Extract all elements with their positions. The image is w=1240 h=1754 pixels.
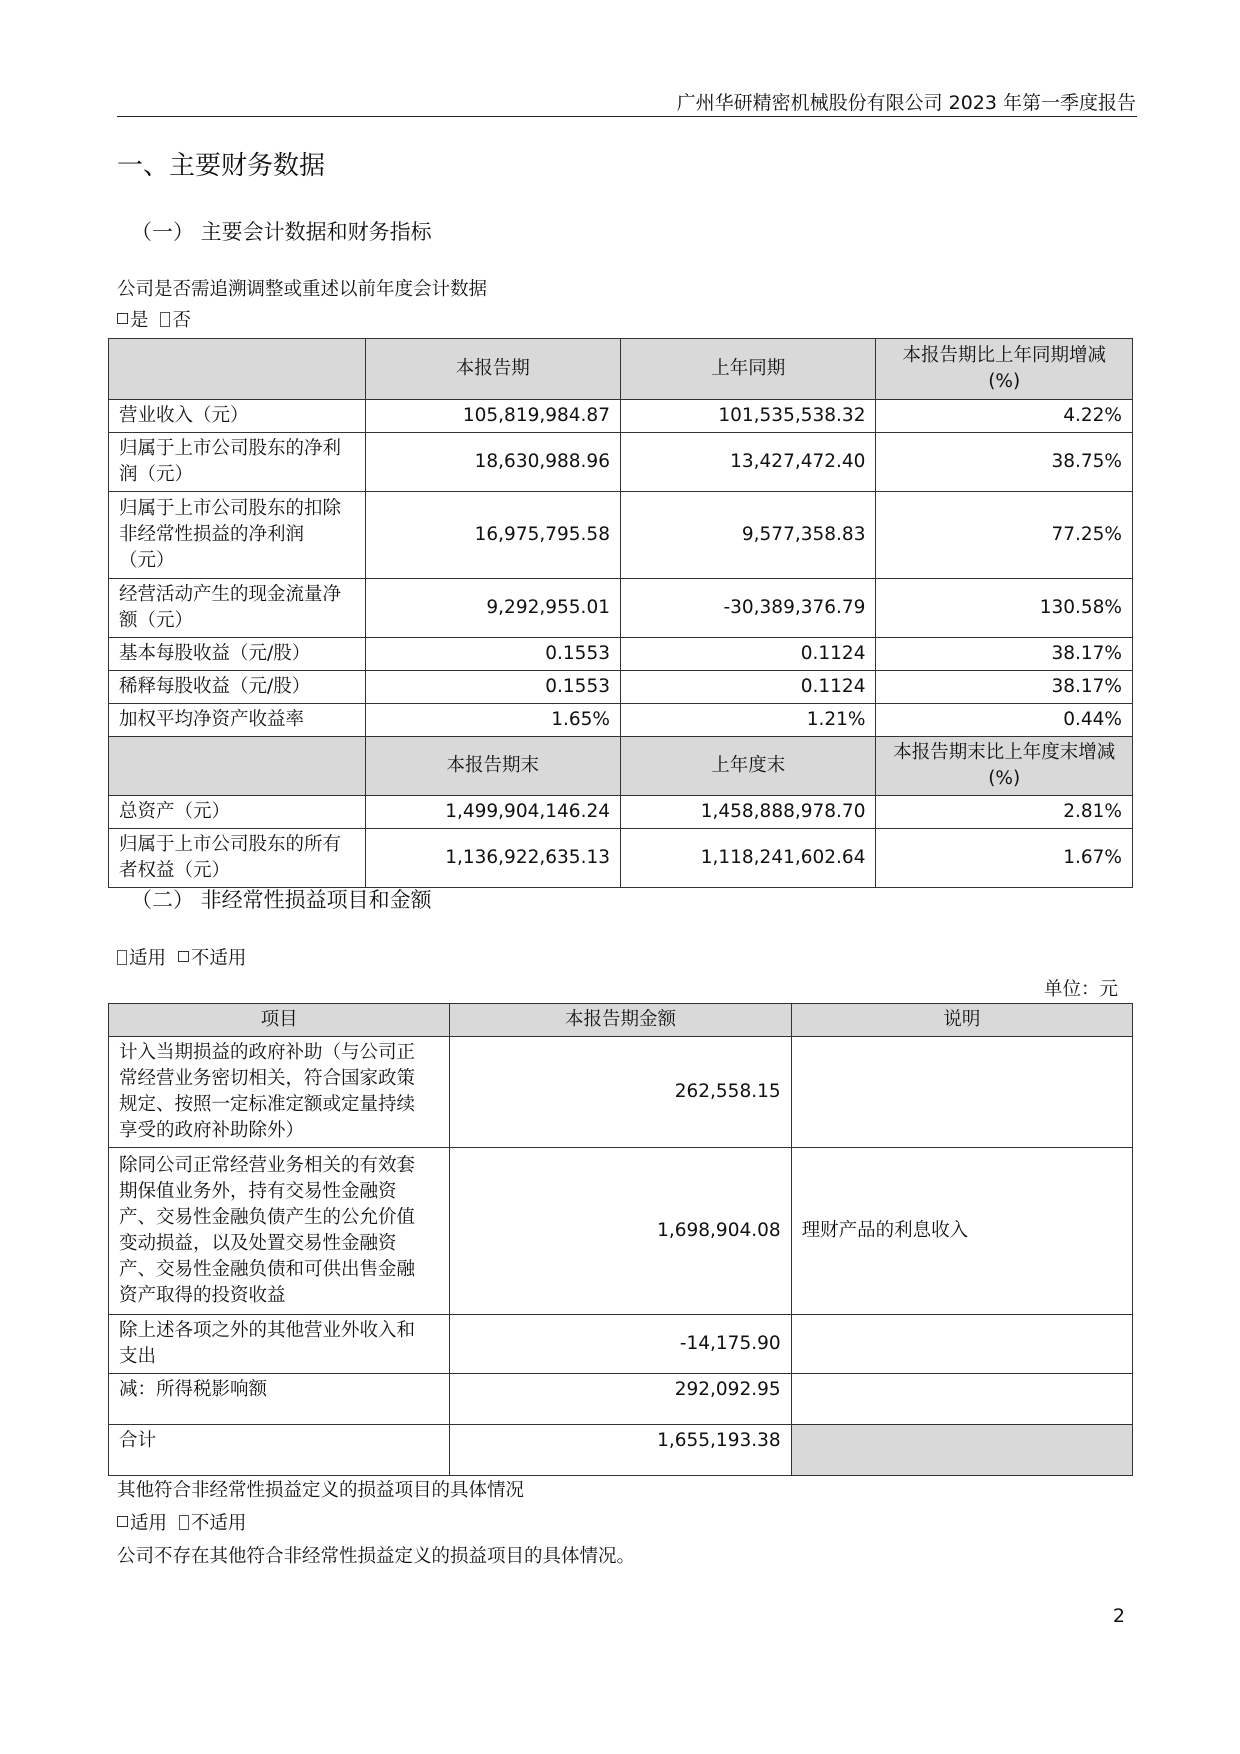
row-change: 130.58%	[876, 579, 1133, 638]
note-cell	[791, 1037, 1132, 1148]
row-value: 1,118,241,602.64	[620, 829, 875, 888]
checkbox-not-applicable[interactable]	[178, 951, 189, 962]
applicable-options-2	[117, 1512, 246, 1536]
row-change: 2.81%	[876, 796, 1133, 829]
row-value: 0.1124	[620, 671, 875, 704]
row-value: 1,458,888,978.70	[620, 796, 875, 829]
unit-label: 单位：元	[1043, 979, 1118, 1000]
header-cell: 本报告期	[365, 339, 620, 400]
subsection-title-2: （二） 非经常性损益项目和金额	[131, 888, 432, 912]
checkbox-no-checked[interactable]	[160, 312, 170, 327]
restate-question: 公司是否需追溯调整或重述以前年度会计数据	[117, 279, 488, 300]
conclusion-text: 公司不存在其他符合非经常性损益定义的损益项目的具体情况。	[117, 1546, 636, 1567]
row-label: 基本每股收益（元/股）	[109, 638, 366, 671]
checkbox-applicable-2[interactable]	[117, 1516, 128, 1527]
restate-options	[117, 309, 191, 333]
applicable-options-1	[117, 947, 246, 971]
checkbox-applicable-checked[interactable]	[117, 950, 127, 965]
amount-cell: 1,655,193.38	[450, 1425, 791, 1476]
row-change: 38.75%	[876, 433, 1133, 492]
row-value: 1,136,922,635.13	[365, 829, 620, 888]
row-change: 77.25%	[876, 492, 1133, 579]
header-cell: 本报告期金额	[450, 1004, 791, 1037]
row-label: 总资产（元）	[109, 796, 366, 829]
row-value: 0.1553	[365, 638, 620, 671]
non-recurring-items-table	[108, 1003, 1133, 1476]
header-cell: 项目	[109, 1004, 450, 1037]
amount-cell: 1,698,904.08	[450, 1148, 791, 1315]
header-cell	[109, 737, 366, 796]
row-value: 1.65%	[365, 704, 620, 737]
not-applicable-label-2: 不适用	[190, 1513, 247, 1534]
row-change: 1.67%	[876, 829, 1133, 888]
note-cell	[791, 1315, 1132, 1374]
row-value: 105,819,984.87	[365, 400, 620, 433]
row-label: 稀释每股收益（元/股）	[109, 671, 366, 704]
table-header-row	[109, 737, 1133, 796]
row-value: -30,389,376.79	[620, 579, 875, 638]
table-row	[109, 1148, 1133, 1315]
subsection-title-1: （一） 主要会计数据和财务指标	[131, 220, 432, 244]
not-applicable-label: 不适用	[190, 948, 247, 969]
option-no-label: 否	[172, 310, 191, 331]
table-header-row	[109, 1004, 1133, 1037]
row-label: 营业收入（元）	[109, 400, 366, 433]
note-cell	[791, 1425, 1132, 1476]
item-cell: 减：所得税影响额	[109, 1374, 450, 1425]
amount-cell: -14,175.90	[450, 1315, 791, 1374]
checkbox-not-applicable-2-checked[interactable]	[179, 1515, 189, 1530]
row-value: 1,499,904,146.24	[365, 796, 620, 829]
item-cell: 计入当期损益的政府补助（与公司正 常经营业务密切相关，符合国家政策 规定、按照一定标准定额或定量持续 享受的政府补助除外）	[109, 1037, 450, 1148]
row-value: 0.1553	[365, 671, 620, 704]
option-yes-label: 是	[130, 310, 149, 331]
row-change: 0.44%	[876, 704, 1133, 737]
report-header: 广州华研精密机械股份有限公司 2023 年第一季度报告	[676, 92, 1136, 114]
table-row	[109, 638, 1133, 671]
row-label: 归属于上市公司股东的扣除 非经常性损益的净利润 （元）	[109, 492, 366, 579]
note-cell: 理财产品的利息收入	[791, 1148, 1132, 1315]
table-row	[109, 829, 1133, 888]
other-items-title: 其他符合非经常性损益定义的损益项目的具体情况	[117, 1480, 525, 1501]
header-cell: 上年同期	[620, 339, 875, 400]
amount-cell: 292,092.95	[450, 1374, 791, 1425]
table-row	[109, 492, 1133, 579]
table-row	[109, 1374, 1133, 1425]
header-cell: 说明	[791, 1004, 1132, 1037]
row-value: 9,577,358.83	[620, 492, 875, 579]
key-financial-data-table	[108, 338, 1133, 888]
header-cell: 本报告期比上年同期增减 (%)	[876, 339, 1133, 400]
note-cell	[791, 1374, 1132, 1425]
table-row	[109, 1425, 1133, 1476]
row-value: 0.1124	[620, 638, 875, 671]
item-cell: 除上述各项之外的其他营业外收入和 支出	[109, 1315, 450, 1374]
header-cell: 本报告期末	[365, 737, 620, 796]
table-row	[109, 671, 1133, 704]
item-cell: 合计	[109, 1425, 450, 1476]
table-row	[109, 704, 1133, 737]
row-label: 归属于上市公司股东的净利 润（元）	[109, 433, 366, 492]
header-cell: 上年度末	[620, 737, 875, 796]
table-row	[109, 1315, 1133, 1374]
table-row	[109, 796, 1133, 829]
row-value: 1.21%	[620, 704, 875, 737]
row-label: 加权平均净资产收益率	[109, 704, 366, 737]
table-row	[109, 579, 1133, 638]
header-cell: 本报告期末比上年度末增减 (%)	[876, 737, 1133, 796]
header-cell	[109, 339, 366, 400]
row-label: 经营活动产生的现金流量净 额（元）	[109, 579, 366, 638]
amount-cell: 262,558.15	[450, 1037, 791, 1148]
row-value: 18,630,988.96	[365, 433, 620, 492]
section-title: 一、主要财务数据	[117, 151, 326, 181]
row-value: 9,292,955.01	[365, 579, 620, 638]
row-value: 13,427,472.40	[620, 433, 875, 492]
row-change: 4.22%	[876, 400, 1133, 433]
applicable-label: 适用	[129, 948, 167, 969]
table-row	[109, 400, 1133, 433]
row-change: 38.17%	[876, 671, 1133, 704]
row-value: 16,975,795.58	[365, 492, 620, 579]
table-row	[109, 1037, 1133, 1148]
row-change: 38.17%	[876, 638, 1133, 671]
item-cell: 除同公司正常经营业务相关的有效套 期保值业务外，持有交易性金融资 产、交易性金融负债产生的公允价值 变动损益，以及处置交易性金融资 产、交易性金融负债和可供出售金融 资产取得的投资收益	[109, 1148, 450, 1315]
page-number: 2	[1112, 1605, 1125, 1627]
applicable-label-2: 适用	[130, 1513, 168, 1534]
checkbox-yes[interactable]	[117, 313, 128, 324]
row-label: 归属于上市公司股东的所有 者权益（元）	[109, 829, 366, 888]
table-row	[109, 433, 1133, 492]
row-value: 101,535,538.32	[620, 400, 875, 433]
header-divider	[117, 116, 1137, 117]
table-header-row	[109, 339, 1133, 400]
